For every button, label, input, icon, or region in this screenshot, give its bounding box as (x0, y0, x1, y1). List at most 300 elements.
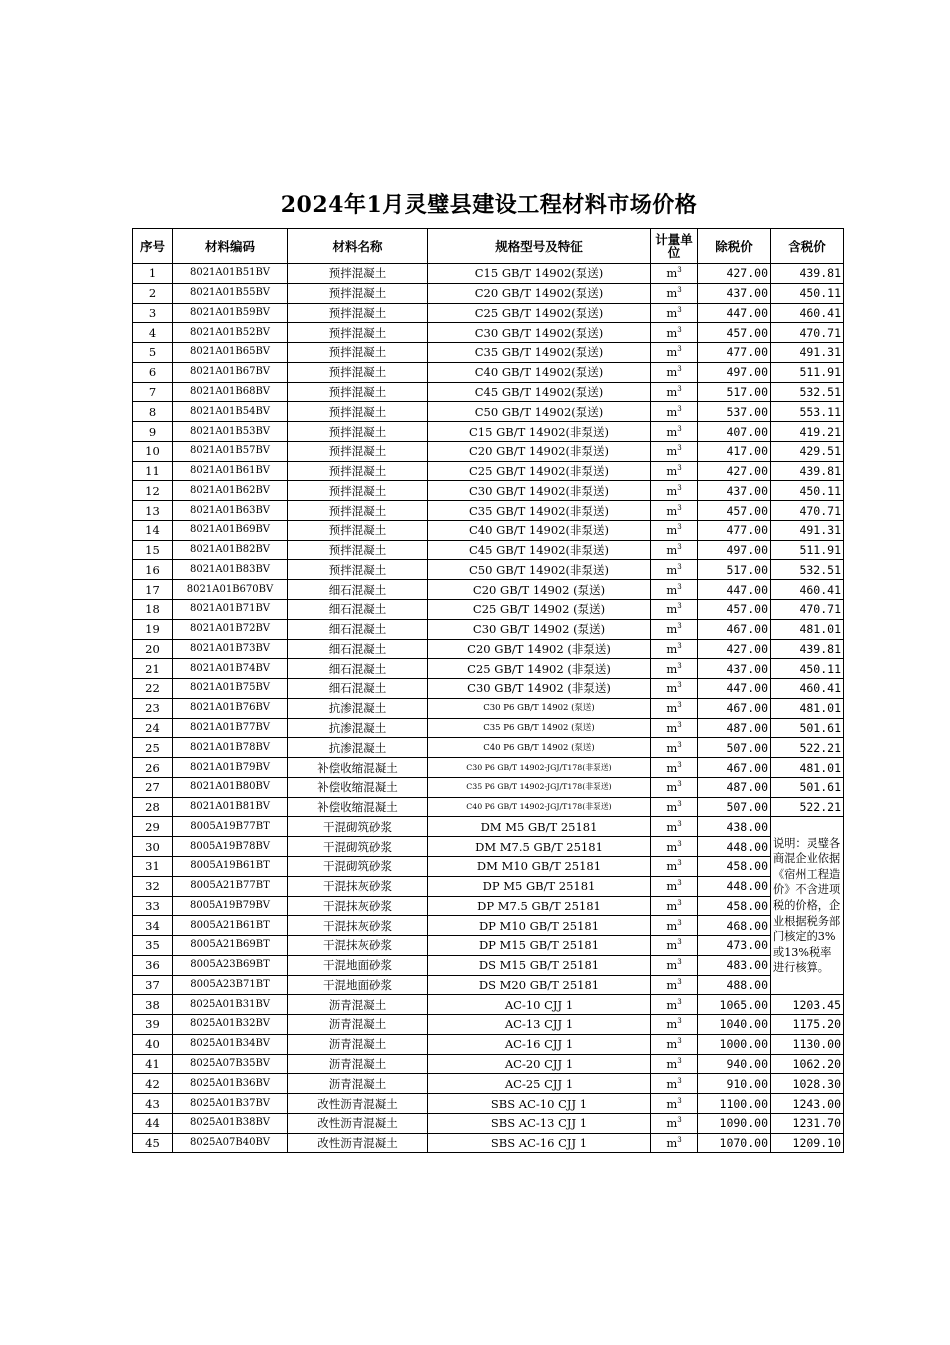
row-price-ex: 467.00 (698, 619, 771, 639)
row-price-ex: 458.00 (698, 896, 771, 916)
unit-exponent: 3 (677, 859, 682, 868)
unit-exponent: 3 (677, 622, 682, 631)
table-row (133, 679, 844, 699)
row-spec: C30 GB/T 14902(泵送) (428, 323, 651, 343)
row-code: 8025A01B31BV (173, 995, 288, 1015)
row-seq: 15 (133, 540, 173, 560)
header-price-ex: 除税价 (698, 229, 771, 264)
row-unit (651, 520, 698, 540)
row-seq: 36 (133, 955, 173, 975)
row-name: 干混砌筑砂浆 (288, 856, 428, 876)
unit-exponent: 3 (677, 681, 682, 690)
unit-base: m (666, 286, 678, 301)
row-seq: 18 (133, 600, 173, 620)
row-seq: 43 (133, 1094, 173, 1114)
unit-exponent: 3 (677, 345, 682, 354)
table-row (133, 896, 844, 916)
row-unit (651, 560, 698, 580)
row-seq: 17 (133, 580, 173, 600)
row-unit (651, 481, 698, 501)
row-price-in: 1209.10 (771, 1133, 844, 1153)
table-row (133, 1054, 844, 1074)
row-name: 沥青混凝土 (288, 1015, 428, 1035)
row-seq: 37 (133, 975, 173, 995)
row-spec: AC-10 CJJ 1 (428, 995, 651, 1015)
unit-exponent: 3 (677, 424, 682, 433)
unit-exponent: 3 (677, 918, 682, 927)
row-spec: DP M5 GB/T 25181 (428, 876, 651, 896)
row-price-in: 1130.00 (771, 1034, 844, 1054)
row-code: 8021A01B80BV (173, 777, 288, 797)
unit-base: m (666, 1116, 678, 1131)
unit-base: m (666, 523, 678, 538)
row-spec: DM M7.5 GB/T 25181 (428, 837, 651, 857)
row-code: 8021A01B79BV (173, 758, 288, 778)
row-code: 8021A01B75BV (173, 679, 288, 699)
unit-exponent: 3 (677, 563, 682, 572)
row-code: 8021A01B52BV (173, 323, 288, 343)
row-code: 8021A01B54BV (173, 402, 288, 422)
row-seq: 21 (133, 659, 173, 679)
row-code: 8025A07B35BV (173, 1054, 288, 1074)
table-row (133, 975, 844, 995)
row-spec: AC-20 CJJ 1 (428, 1054, 651, 1074)
note-cell: 说明：灵璧各商混企业依据《宿州工程造价》不含进项税的价格，企业根据税务部门核定的3%或13%税率进行核算。 (771, 817, 844, 995)
row-code: 8025A07B40BV (173, 1133, 288, 1153)
unit-base: m (666, 602, 678, 617)
table-row (133, 758, 844, 778)
row-unit (651, 698, 698, 718)
row-price-ex: 457.00 (698, 600, 771, 620)
unit-exponent: 3 (677, 760, 682, 769)
row-spec: C35 P6 GB/T 14902-JGJ/T178(非泵送) (428, 777, 651, 797)
unit-exponent: 3 (677, 958, 682, 967)
table-row (133, 1133, 844, 1153)
row-unit (651, 402, 698, 422)
row-spec: C45 GB/T 14902(泵送) (428, 382, 651, 402)
table-row (133, 916, 844, 936)
row-price-in: 450.11 (771, 659, 844, 679)
unit-exponent: 3 (677, 819, 682, 828)
row-seq: 29 (133, 817, 173, 837)
unit-exponent: 3 (677, 306, 682, 315)
unit-base: m (666, 720, 678, 735)
row-code: 8021A01B71BV (173, 600, 288, 620)
unit-base: m (666, 800, 678, 815)
unit-exponent: 3 (677, 602, 682, 611)
row-unit (651, 936, 698, 956)
row-code: 8021A01B63BV (173, 501, 288, 521)
unit-exponent: 3 (677, 266, 682, 275)
row-price-in: 532.51 (771, 560, 844, 580)
row-name: 干混砌筑砂浆 (288, 837, 428, 857)
row-unit (651, 1074, 698, 1094)
row-price-in: 481.01 (771, 619, 844, 639)
row-spec: DM M10 GB/T 25181 (428, 856, 651, 876)
row-spec: C25 GB/T 14902 (非泵送) (428, 659, 651, 679)
page-title: 2024年1月灵璧县建设工程材料市场价格 (280, 192, 698, 218)
row-seq: 10 (133, 441, 173, 461)
row-seq: 41 (133, 1054, 173, 1074)
row-name: 干混砌筑砂浆 (288, 817, 428, 837)
row-seq: 13 (133, 501, 173, 521)
row-price-ex: 468.00 (698, 916, 771, 936)
row-price-in: 491.31 (771, 520, 844, 540)
row-spec: C25 GB/T 14902 (泵送) (428, 600, 651, 620)
row-price-ex: 1100.00 (698, 1094, 771, 1114)
row-code: 8021A01B78BV (173, 738, 288, 758)
unit-base: m (666, 760, 678, 775)
row-price-in: 522.21 (771, 738, 844, 758)
row-spec: DS M15 GB/T 25181 (428, 955, 651, 975)
unit-base: m (666, 1037, 678, 1052)
row-name: 预拌混凝土 (288, 343, 428, 363)
row-seq: 7 (133, 382, 173, 402)
row-code: 8021A01B69BV (173, 520, 288, 540)
table-row (133, 402, 844, 422)
row-price-ex: 488.00 (698, 975, 771, 995)
unit-base: m (666, 879, 678, 894)
unit-base: m (666, 997, 678, 1012)
row-price-ex: 437.00 (698, 283, 771, 303)
row-unit (651, 856, 698, 876)
row-code: 8021A01B59BV (173, 303, 288, 323)
table-row (133, 995, 844, 1015)
row-name: 干混地面砂浆 (288, 975, 428, 995)
row-price-ex: 437.00 (698, 481, 771, 501)
row-name: 改性沥青混凝土 (288, 1113, 428, 1133)
row-spec: C15 GB/T 14902(非泵送) (428, 422, 651, 442)
row-name: 预拌混凝土 (288, 481, 428, 501)
unit-exponent: 3 (677, 839, 682, 848)
table-row (133, 1034, 844, 1054)
row-seq: 33 (133, 896, 173, 916)
row-price-ex: 467.00 (698, 698, 771, 718)
row-name: 细石混凝土 (288, 580, 428, 600)
table-row (133, 481, 844, 501)
table-row (133, 619, 844, 639)
row-name: 抗渗混凝土 (288, 718, 428, 738)
row-unit (651, 303, 698, 323)
row-name: 细石混凝土 (288, 639, 428, 659)
row-seq: 19 (133, 619, 173, 639)
row-unit (651, 422, 698, 442)
row-seq: 28 (133, 797, 173, 817)
header-unit: 计量单位 (651, 229, 698, 264)
price-table (132, 228, 844, 1153)
row-name: 预拌混凝土 (288, 283, 428, 303)
header-price-in: 含税价 (771, 229, 844, 264)
row-unit (651, 758, 698, 778)
row-name: 沥青混凝土 (288, 1054, 428, 1074)
header-name: 材料名称 (288, 229, 428, 264)
row-price-in: 481.01 (771, 758, 844, 778)
unit-exponent: 3 (677, 879, 682, 888)
row-name: 预拌混凝土 (288, 540, 428, 560)
unit-base: m (666, 977, 678, 992)
row-spec: AC-16 CJJ 1 (428, 1034, 651, 1054)
row-price-in: 439.81 (771, 461, 844, 481)
unit-exponent: 3 (677, 701, 682, 710)
row-unit (651, 264, 698, 284)
unit-base: m (666, 464, 678, 479)
row-spec: DP M15 GB/T 25181 (428, 936, 651, 956)
row-name: 预拌混凝土 (288, 422, 428, 442)
table-row (133, 520, 844, 540)
row-code: 8021A01B76BV (173, 698, 288, 718)
unit-base: m (666, 1136, 678, 1151)
row-seq: 6 (133, 362, 173, 382)
row-price-ex: 457.00 (698, 323, 771, 343)
row-unit (651, 777, 698, 797)
table-row (133, 955, 844, 975)
row-unit (651, 382, 698, 402)
row-price-in: 460.41 (771, 679, 844, 699)
row-unit (651, 441, 698, 461)
row-price-in: 491.31 (771, 343, 844, 363)
header-spec: 规格型号及特征 (428, 229, 651, 264)
row-unit (651, 501, 698, 521)
unit-exponent: 3 (677, 503, 682, 512)
table-row (133, 936, 844, 956)
unit-base: m (666, 641, 678, 656)
row-seq: 30 (133, 837, 173, 857)
row-price-ex: 427.00 (698, 461, 771, 481)
row-price-in: 470.71 (771, 501, 844, 521)
unit-base: m (666, 938, 678, 953)
table-row (133, 540, 844, 560)
row-seq: 40 (133, 1034, 173, 1054)
unit-exponent: 3 (677, 483, 682, 492)
row-seq: 4 (133, 323, 173, 343)
row-unit (651, 837, 698, 857)
unit-exponent: 3 (677, 721, 682, 730)
row-price-ex: 448.00 (698, 837, 771, 857)
row-spec: C15 GB/T 14902(泵送) (428, 264, 651, 284)
row-price-in: 439.81 (771, 264, 844, 284)
unit-base: m (666, 503, 678, 518)
row-price-ex: 487.00 (698, 718, 771, 738)
table-row (133, 560, 844, 580)
row-name: 预拌混凝土 (288, 323, 428, 343)
table-row (133, 303, 844, 323)
row-price-in: 460.41 (771, 580, 844, 600)
row-price-ex: 1090.00 (698, 1113, 771, 1133)
row-name: 沥青混凝土 (288, 1034, 428, 1054)
row-spec: C30 P6 GB/T 14902-JGJ/T178(非泵送) (428, 758, 651, 778)
unit-exponent: 3 (677, 1057, 682, 1066)
unit-exponent: 3 (677, 365, 682, 374)
row-unit (651, 362, 698, 382)
row-spec: C35 GB/T 14902(非泵送) (428, 501, 651, 521)
row-name: 干混地面砂浆 (288, 955, 428, 975)
table-row (133, 264, 844, 284)
unit-base: m (666, 483, 678, 498)
row-spec: DP M7.5 GB/T 25181 (428, 896, 651, 916)
unit-exponent: 3 (677, 1116, 682, 1125)
unit-base: m (666, 1017, 678, 1032)
row-unit (651, 995, 698, 1015)
unit-base: m (666, 424, 678, 439)
row-code: 8021A01B51BV (173, 264, 288, 284)
row-unit (651, 600, 698, 620)
row-price-ex: 1040.00 (698, 1015, 771, 1035)
row-name: 预拌混凝土 (288, 264, 428, 284)
unit-base: m (666, 543, 678, 558)
row-price-ex: 447.00 (698, 303, 771, 323)
row-price-in: 1175.20 (771, 1015, 844, 1035)
row-seq: 38 (133, 995, 173, 1015)
row-price-ex: 507.00 (698, 738, 771, 758)
row-spec: C30 GB/T 14902 (非泵送) (428, 679, 651, 699)
row-spec: C50 GB/T 14902(非泵送) (428, 560, 651, 580)
row-spec: SBS AC-13 CJJ 1 (428, 1113, 651, 1133)
row-price-ex: 447.00 (698, 679, 771, 699)
row-name: 细石混凝土 (288, 659, 428, 679)
row-code: 8021A01B77BV (173, 718, 288, 738)
row-seq: 32 (133, 876, 173, 896)
row-name: 补偿收缩混凝土 (288, 797, 428, 817)
unit-exponent: 3 (677, 780, 682, 789)
row-code: 8025A01B36BV (173, 1074, 288, 1094)
table-row (133, 738, 844, 758)
row-price-ex: 477.00 (698, 343, 771, 363)
row-unit (651, 817, 698, 837)
row-price-ex: 447.00 (698, 580, 771, 600)
row-name: 补偿收缩混凝土 (288, 777, 428, 797)
row-price-ex: 517.00 (698, 382, 771, 402)
unit-base: m (666, 384, 678, 399)
unit-base: m (666, 1076, 678, 1091)
unit-exponent: 3 (677, 543, 682, 552)
row-price-in: 450.11 (771, 283, 844, 303)
row-spec: C30 GB/T 14902(非泵送) (428, 481, 651, 501)
table-row (133, 837, 844, 857)
row-price-ex: 507.00 (698, 797, 771, 817)
row-code: 8005A21B61BT (173, 916, 288, 936)
row-price-in: 419.21 (771, 422, 844, 442)
unit-base: m (666, 365, 678, 380)
row-name: 细石混凝土 (288, 600, 428, 620)
row-unit (651, 1133, 698, 1153)
row-price-in: 532.51 (771, 382, 844, 402)
table-row (133, 1015, 844, 1035)
row-seq: 45 (133, 1133, 173, 1153)
row-name: 预拌混凝土 (288, 560, 428, 580)
row-code: 8021A01B53BV (173, 422, 288, 442)
row-spec: C30 P6 GB/T 14902 (泵送) (428, 698, 651, 718)
row-unit (651, 679, 698, 699)
row-unit (651, 1113, 698, 1133)
row-price-ex: 407.00 (698, 422, 771, 442)
row-seq: 20 (133, 639, 173, 659)
row-code: 8005A19B79BV (173, 896, 288, 916)
unit-exponent: 3 (677, 286, 682, 295)
row-name: 抗渗混凝土 (288, 698, 428, 718)
row-code: 8025A01B34BV (173, 1034, 288, 1054)
row-spec: AC-25 CJJ 1 (428, 1074, 651, 1094)
row-unit (651, 955, 698, 975)
row-code: 8021A01B62BV (173, 481, 288, 501)
row-seq: 44 (133, 1113, 173, 1133)
unit-base: m (666, 898, 678, 913)
unit-exponent: 3 (677, 997, 682, 1006)
row-price-ex: 517.00 (698, 560, 771, 580)
row-name: 改性沥青混凝土 (288, 1094, 428, 1114)
row-code: 8021A01B83BV (173, 560, 288, 580)
table-row (133, 382, 844, 402)
row-code: 8005A23B69BT (173, 955, 288, 975)
row-spec: C25 GB/T 14902(非泵送) (428, 461, 651, 481)
row-seq: 3 (133, 303, 173, 323)
unit-base: m (666, 1057, 678, 1071)
table-row (133, 580, 844, 600)
row-spec: C45 GB/T 14902(非泵送) (428, 540, 651, 560)
unit-base: m (666, 740, 678, 755)
row-unit (651, 738, 698, 758)
row-spec: DS M20 GB/T 25181 (428, 975, 651, 995)
row-price-ex: 437.00 (698, 659, 771, 679)
header-seq: 序号 (133, 229, 173, 264)
unit-exponent: 3 (677, 1136, 682, 1145)
unit-exponent: 3 (677, 523, 682, 532)
row-spec: DP M10 GB/T 25181 (428, 916, 651, 936)
row-price-ex: 467.00 (698, 758, 771, 778)
row-code: 8025A01B37BV (173, 1094, 288, 1114)
unit-exponent: 3 (677, 464, 682, 473)
row-unit (651, 343, 698, 363)
row-spec: C30 GB/T 14902 (泵送) (428, 619, 651, 639)
row-price-ex: 427.00 (698, 639, 771, 659)
row-price-ex: 537.00 (698, 402, 771, 422)
row-price-in: 501.61 (771, 718, 844, 738)
row-unit (651, 916, 698, 936)
unit-base: m (666, 918, 678, 933)
row-price-in: 481.01 (771, 698, 844, 718)
unit-exponent: 3 (677, 1076, 682, 1085)
row-unit (651, 639, 698, 659)
row-spec: C20 GB/T 14902 (泵送) (428, 580, 651, 600)
row-code: 8021A01B72BV (173, 619, 288, 639)
table-row (133, 362, 844, 382)
row-code: 8021A01B73BV (173, 639, 288, 659)
table-row (133, 283, 844, 303)
row-code: 8021A01B55BV (173, 283, 288, 303)
unit-base: m (666, 780, 678, 795)
row-seq: 22 (133, 679, 173, 699)
row-spec: SBS AC-16 CJJ 1 (428, 1133, 651, 1153)
unit-exponent: 3 (677, 325, 682, 334)
unit-exponent: 3 (677, 642, 682, 651)
table-row (133, 639, 844, 659)
unit-exponent: 3 (677, 938, 682, 947)
row-unit (651, 718, 698, 738)
row-seq: 5 (133, 343, 173, 363)
table-row (133, 1113, 844, 1133)
row-name: 预拌混凝土 (288, 362, 428, 382)
table-row (133, 777, 844, 797)
table-row (133, 718, 844, 738)
row-code: 8021A01B670BV (173, 580, 288, 600)
unit-base: m (666, 404, 678, 419)
unit-exponent: 3 (677, 661, 682, 670)
unit-exponent: 3 (677, 978, 682, 987)
row-price-in: 1203.45 (771, 995, 844, 1015)
unit-base: m (666, 444, 678, 459)
unit-exponent: 3 (677, 800, 682, 809)
row-code: 8021A01B68BV (173, 382, 288, 402)
row-code: 8021A01B67BV (173, 362, 288, 382)
